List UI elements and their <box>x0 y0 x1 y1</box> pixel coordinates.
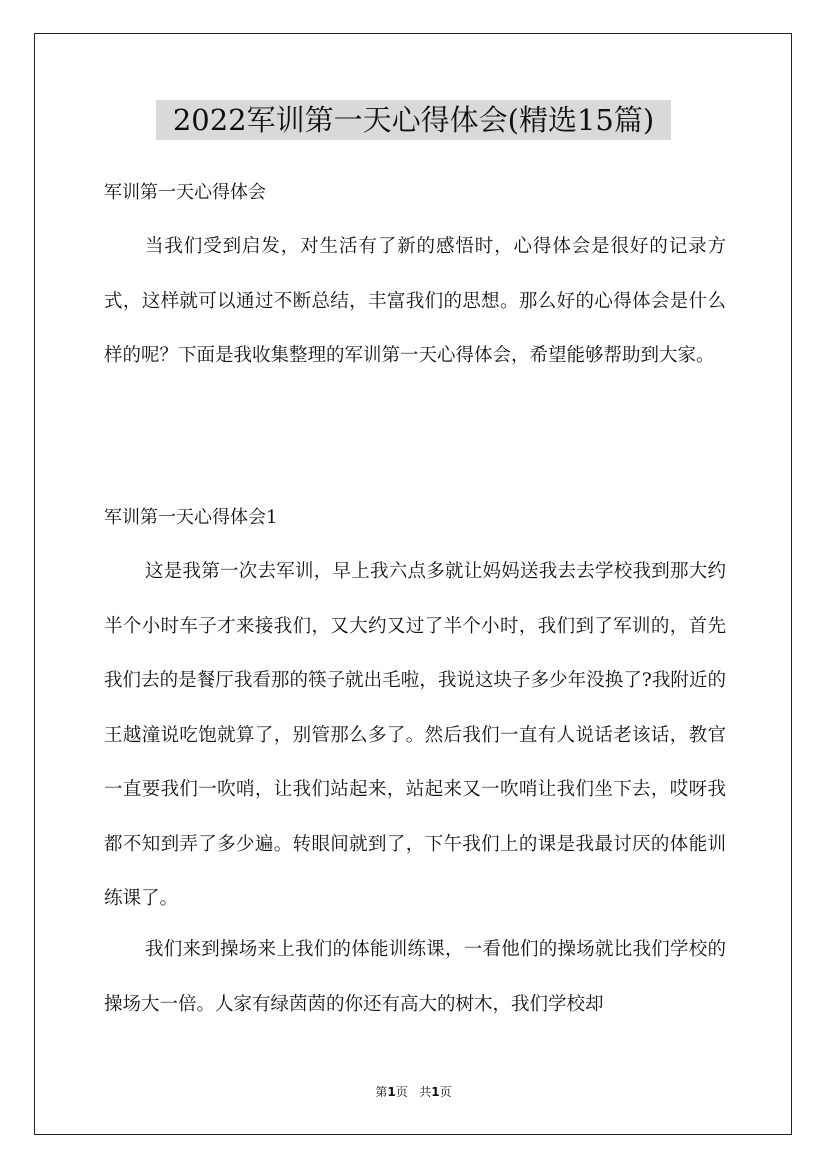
page-footer <box>0 1084 827 1100</box>
footer-page-number: 1 <box>387 1085 396 1099</box>
footer-page-suffix: 页 <box>395 1085 408 1099</box>
footer-total-prefix: 共 <box>419 1085 432 1099</box>
footer-page-prefix: 第 <box>375 1085 388 1099</box>
footer-total-suffix: 页 <box>439 1085 452 1099</box>
paragraph-1: 这是我第一次去军训，早上我六点多就让妈妈送我去去学校我到那大约半个小时车子才来接我们，又大约又过了半个小时，我们到了军训的，首先我们去的是餐厅我看那的筷子就出毛啦，我说这块子多少年没换了?我附近的王越潼说吃饱就算了，别管那么多了。然后我们一直有人说话老该话，教官一直要我们一吹哨，让我们站起来，站起来又一吹哨让我们坐下去，哎呀我都不知到弄了多少遍。转眼间就到了，下午我们上的课是我最讨厌的体能训练课了。 <box>104 561 726 909</box>
paragraph-2: 我们来到操场来上我们的体能训练课，一看他们的操场就比我们学校的操场大一倍。人家有绿茵茵的你还有高大的树木，我们学校却 <box>104 939 726 1015</box>
intro-heading: 军训第一天心得体会 <box>104 182 266 203</box>
footer-total-number: 1 <box>431 1085 440 1099</box>
intro-paragraph: 当我们受到启发，对生活有了新的感悟时，心得体会是很好的记录方式，这样就可以通过不断总结，丰富我们的思想。那么好的心得体会是什么样的呢？下面是我收集整理的军训第一天心得体会，希望能够帮助到大家。 <box>104 236 726 366</box>
document-title: 2022军训第一天心得体会(精选15篇) <box>156 100 671 140</box>
section-heading-1: 军训第一天心得体会1 <box>104 507 278 528</box>
